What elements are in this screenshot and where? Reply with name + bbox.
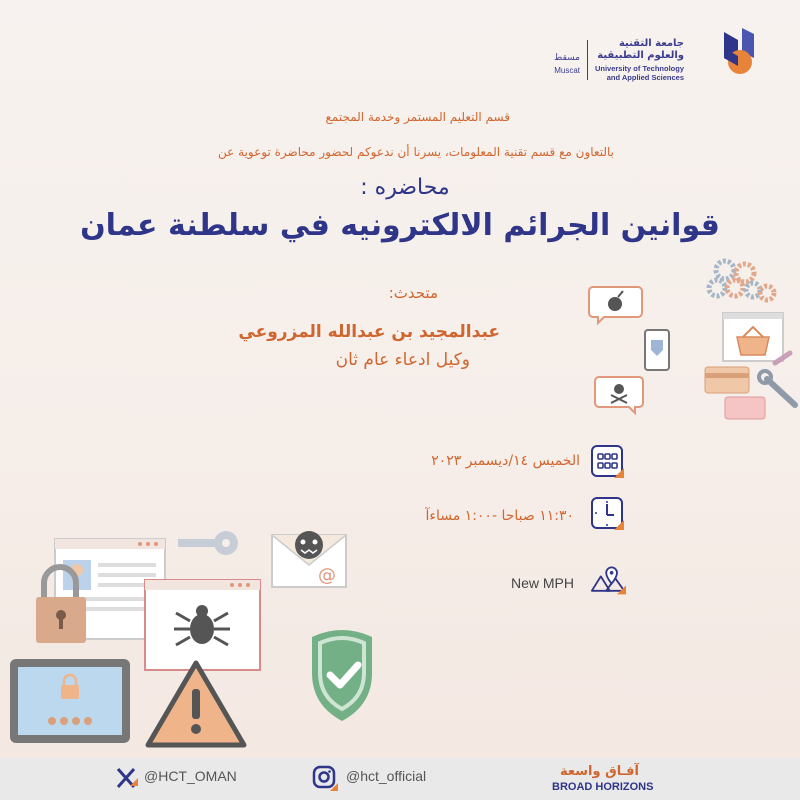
invitation-text: بالتعاون مع قسم تقنية المعلومات، يسرنا أن ندعوكم لحضور محاضرة توعوية عن (218, 145, 614, 159)
lecture-title: قوانين الجرائم الالكترونيه في سلطنة عمان (80, 208, 720, 243)
branch-name-ar: مسقط (554, 53, 580, 63)
gears-icon (709, 261, 774, 300)
speaker-label: متحدث: (388, 284, 438, 302)
shield-check-icon (312, 630, 372, 721)
clock-icon (590, 496, 626, 532)
event-location: New MPH (510, 575, 574, 591)
cyber-illustration-left (0, 525, 380, 755)
location-icon (590, 562, 626, 598)
instagram-icon (312, 765, 338, 791)
skull-bubble-icon (595, 377, 643, 413)
broad-horizons-ar: آفـاق واسعة (560, 764, 639, 779)
university-logo (536, 26, 756, 96)
broad-horizons-en: BROAD HORIZONS (552, 781, 654, 793)
phishing-email-icon (272, 531, 346, 587)
malware-window-icon (145, 580, 260, 670)
calendar-icon (590, 444, 626, 480)
lecture-label: محاضره : (360, 175, 450, 200)
cyber-illustration-right (585, 255, 800, 425)
speaker-name: عبدالمجيد بن عبدالله المزروعي (238, 322, 500, 342)
instagram-handle[interactable]: @hct_official (346, 768, 427, 784)
shop-window-icon (723, 313, 783, 361)
x-handle[interactable]: @HCT_OMAN (144, 768, 237, 784)
phone-icon (645, 330, 669, 370)
event-time: ١١:٣٠ صباحا -١:٠٠ مساءآ (425, 508, 574, 524)
key-icon (178, 531, 238, 555)
svg-text:@: @ (318, 565, 336, 586)
tablet-lock-icon (10, 659, 130, 743)
warning-icon (148, 663, 244, 745)
university-emblem-icon (716, 26, 756, 76)
credit-card-icon (705, 367, 765, 419)
department-name: قسم التعليم المستمر وخدمة المجتمع (325, 110, 510, 124)
logo-divider (587, 40, 588, 80)
event-date: الخميس ١٤/ديسمبر ٢٠٢٣ (431, 453, 580, 469)
speaker-role: وكيل ادعاء عام ثان (335, 350, 470, 370)
bomb-bubble-icon (589, 287, 642, 323)
branch-name-en: Muscat (554, 66, 580, 75)
university-name-en: University of Technology and Applied Sciences (594, 64, 684, 82)
footer-bar (0, 758, 800, 800)
x-logo-icon (116, 768, 138, 788)
university-name-ar: جامعة التقنية والعلوم التطبيقية (597, 38, 684, 61)
